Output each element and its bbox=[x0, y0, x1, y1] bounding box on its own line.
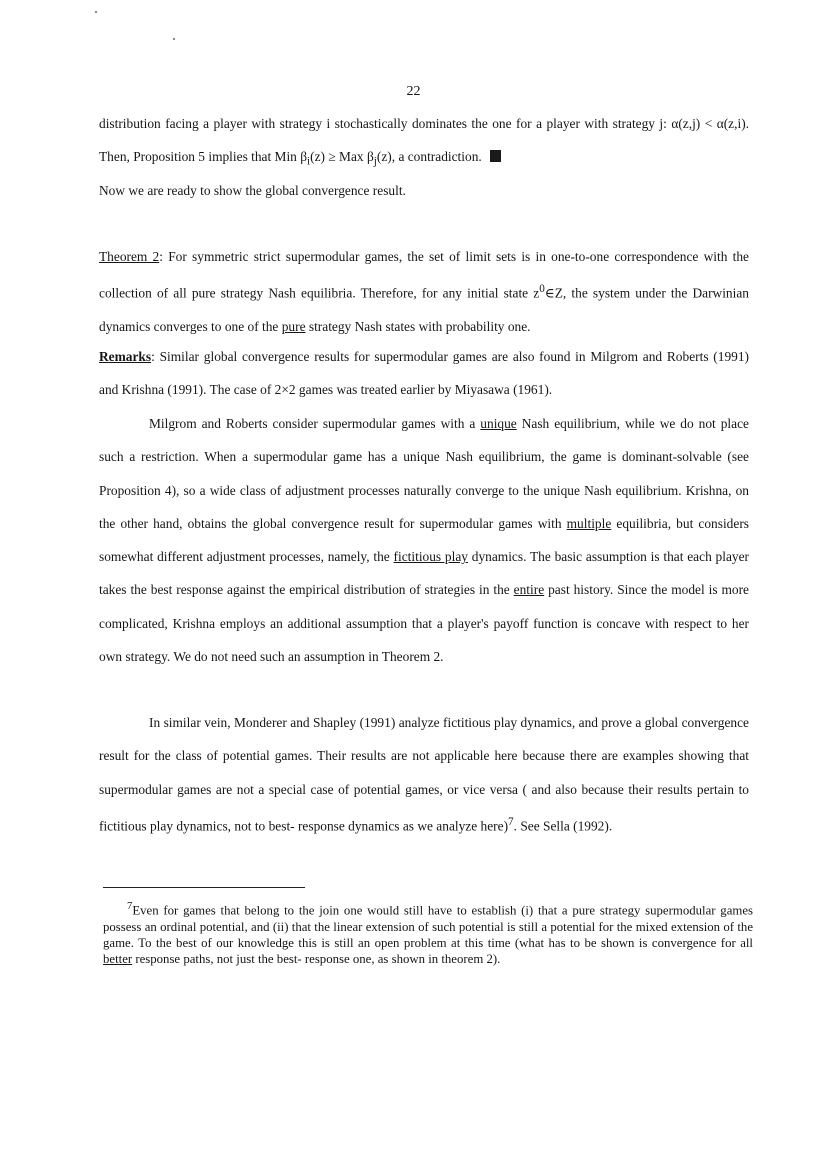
qed-square-icon bbox=[490, 150, 501, 162]
scan-speck bbox=[173, 38, 175, 40]
paragraph-transition: Now we are ready to show the global convergence result. bbox=[99, 183, 406, 198]
theorem-2: Theorem 2: For symmetric strict supermodular games, the set of limit sets is in one-to-one correspondence with the collection of all pure strategy Nash equilibria. Therefore, for any initial state $z^0\in Z$, the system under the Darwinian dynamics converges to one of the pure strategy Nash states with probability one. bbox=[99, 249, 749, 335]
paragraph-milgrom-roberts: Milgrom and Roberts consider supermodular games with a unique Nash equilibrium, while we do not place such a restriction. When a supermodular game has a unique Nash equilibrium, the game is dominant-solvable (see Proposition 4), so a wide class of adjustment processes naturally converge to the unique Nash equilibrium. Krishna, on the other hand, obtains the global convergence result for supermodular games with multiple equilibria, but considers somewhat different adjustment processes, namely, the fictitious play dynamics. The basic assumption is that each player takes the best response against the empirical distribution of strategies in the entire past history. Since the model is more complicated, Krishna employs an additional assumption that a player's payoff function is concave with respect to her own strategy. We do not need such an assumption in Theorem 2. bbox=[99, 416, 750, 665]
page-number: 22 bbox=[406, 84, 421, 99]
paragraph-proof-end: distribution facing a player with strategy i stochastically dominates the one for a player with strategy j: α(z,j) < α(z,i). Then, Proposition 5 implies that Min $\beta_i(z)$ ≥ Max $\beta_j(z)$, a contradiction. bbox=[99, 116, 749, 168]
footnote-7: $^7$Even for games that belong to the join one would still have to establish (i) that a pure strategy supermodular games possess an ordinal potential, and (ii) that the linear extension of such potential is still a potential for the mixed extension of the game. To the best of our knowledge this is still an open problem at this time (what has to be shown is convergence for all better response paths, not just the best- response one, as shown in theorem 2). bbox=[103, 901, 753, 967]
scan-speck bbox=[95, 11, 97, 13]
footnote-divider bbox=[103, 887, 305, 888]
paragraph-monderer-shapley: In similar vein, Monderer and Shapley (1991) analyze fictitious play dynamics, and prove a global convergence result for the class of potential games. Their results are not applicable here because there are examples showing that supermodular games are not a special case of potential games, or vice versa ( and also because their results pertain to fictitious play dynamics, not to best- response dynamics as we analyze here)$^7$. See Sella (1992). bbox=[99, 715, 749, 834]
remarks: Remarks: Similar global convergence results for supermodular games are also found in Milgrom and Roberts (1991) and Krishna (1991). The case of 2×2 games was treated earlier by Miyasawa (1961). bbox=[99, 349, 749, 398]
theorem-label: Theorem 2 bbox=[99, 249, 160, 264]
remarks-label: Remarks bbox=[99, 349, 152, 364]
